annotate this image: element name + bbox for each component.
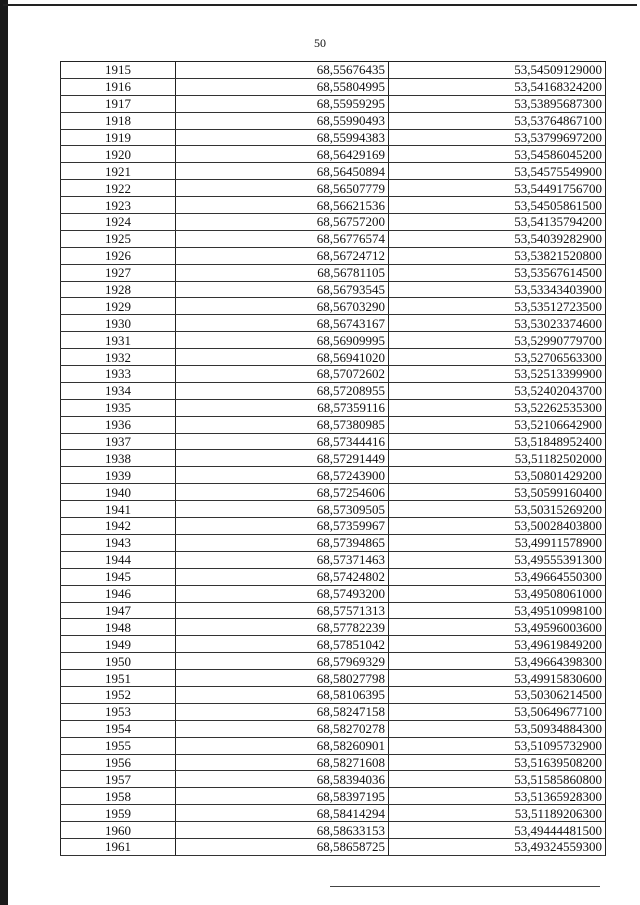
year-cell: 1922 [61,180,176,197]
year-cell: 1928 [61,281,176,298]
value-cell-1: 68,57254606 [176,484,389,501]
value-cell-2: 53,49619849200 [389,636,606,653]
value-cell-1: 68,56703290 [176,298,389,315]
value-cell-1: 68,58260901 [176,737,389,754]
year-cell: 1943 [61,534,176,551]
data-table [60,61,606,856]
year-cell: 1921 [61,163,176,180]
year-cell: 1942 [61,518,176,535]
year-cell: 1932 [61,349,176,366]
scan-edge-shadow [0,0,8,905]
year-cell: 1938 [61,450,176,467]
year-cell: 1947 [61,602,176,619]
value-cell-2: 53,49510998100 [389,602,606,619]
value-cell-1: 68,58247158 [176,703,389,720]
value-cell-2: 53,51585860800 [389,771,606,788]
value-cell-1: 68,57851042 [176,636,389,653]
table-row [61,602,606,619]
value-cell-2: 53,50934884300 [389,720,606,737]
value-cell-1: 68,57344416 [176,433,389,450]
year-cell: 1915 [61,62,176,79]
table-row [61,62,606,79]
table-row [61,230,606,247]
table-row [61,163,606,180]
value-cell-1: 68,55959295 [176,95,389,112]
value-cell-1: 68,57782239 [176,619,389,636]
value-cell-2: 53,50028403800 [389,518,606,535]
value-cell-2: 53,50649677100 [389,703,606,720]
year-cell: 1955 [61,737,176,754]
value-cell-2: 53,51365928300 [389,788,606,805]
year-cell: 1919 [61,129,176,146]
value-cell-2: 53,54509129000 [389,62,606,79]
year-cell: 1941 [61,501,176,518]
value-cell-1: 68,56621536 [176,197,389,214]
year-cell: 1917 [61,95,176,112]
year-cell: 1930 [61,315,176,332]
year-cell: 1936 [61,416,176,433]
value-cell-1: 68,57208955 [176,382,389,399]
value-cell-2: 53,54135794200 [389,214,606,231]
value-cell-1: 68,57291449 [176,450,389,467]
year-cell: 1954 [61,720,176,737]
value-cell-2: 53,54586045200 [389,146,606,163]
value-cell-2: 53,49911578900 [389,534,606,551]
value-cell-1: 68,56429169 [176,146,389,163]
value-cell-1: 68,56793545 [176,281,389,298]
table-row [61,95,606,112]
year-cell: 1934 [61,382,176,399]
value-cell-1: 68,57309505 [176,501,389,518]
value-cell-2: 53,53023374600 [389,315,606,332]
year-cell: 1920 [61,146,176,163]
year-cell: 1937 [61,433,176,450]
value-cell-2: 53,53799697200 [389,129,606,146]
value-cell-2: 53,51189206300 [389,805,606,822]
value-cell-2: 53,51639508200 [389,754,606,771]
value-cell-1: 68,58270278 [176,720,389,737]
value-cell-2: 53,54039282900 [389,230,606,247]
value-cell-1: 68,56450894 [176,163,389,180]
table-row [61,450,606,467]
year-cell: 1929 [61,298,176,315]
year-cell: 1956 [61,754,176,771]
value-cell-2: 53,50306214500 [389,686,606,703]
value-cell-2: 53,53764867100 [389,112,606,129]
table-row [61,670,606,687]
value-cell-2: 53,54575549900 [389,163,606,180]
value-cell-2: 53,53343403900 [389,281,606,298]
top-border-line [3,4,637,6]
value-cell-2: 53,54505861500 [389,197,606,214]
value-cell-1: 68,56507779 [176,180,389,197]
value-cell-1: 68,57394865 [176,534,389,551]
value-cell-2: 53,53821520800 [389,247,606,264]
value-cell-2: 53,54491756700 [389,180,606,197]
page-number: 50 [314,36,326,50]
table-row [61,551,606,568]
year-cell: 1939 [61,467,176,484]
year-cell: 1926 [61,247,176,264]
year-cell: 1949 [61,636,176,653]
value-cell-2: 53,50599160400 [389,484,606,501]
year-cell: 1952 [61,686,176,703]
value-cell-1: 68,57969329 [176,653,389,670]
value-cell-1: 68,57359116 [176,399,389,416]
year-cell: 1944 [61,551,176,568]
value-cell-2: 53,51095732900 [389,737,606,754]
table-row [61,264,606,281]
value-cell-1: 68,57571313 [176,602,389,619]
value-cell-2: 53,49324559300 [389,838,606,855]
year-cell: 1931 [61,332,176,349]
table-row [61,146,606,163]
table-row [61,805,606,822]
year-cell: 1924 [61,214,176,231]
value-cell-1: 68,57243900 [176,467,389,484]
table-row [61,214,606,231]
table-row [61,399,606,416]
table-row [61,315,606,332]
value-cell-2: 53,52262535300 [389,399,606,416]
value-cell-1: 68,58397195 [176,788,389,805]
year-cell: 1951 [61,670,176,687]
value-cell-2: 53,53567614500 [389,264,606,281]
table-row [61,720,606,737]
value-cell-2: 53,49555391300 [389,551,606,568]
table-row [61,112,606,129]
value-cell-2: 53,49508061000 [389,585,606,602]
value-cell-1: 68,57493200 [176,585,389,602]
value-cell-2: 53,53895687300 [389,95,606,112]
value-cell-2: 53,50315269200 [389,501,606,518]
table-row [61,433,606,450]
value-cell-1: 68,56776574 [176,230,389,247]
year-cell: 1935 [61,399,176,416]
value-cell-2: 53,49915830600 [389,670,606,687]
value-cell-1: 68,58027798 [176,670,389,687]
value-cell-1: 68,57371463 [176,551,389,568]
table-row [61,703,606,720]
table-row [61,180,606,197]
table-row [61,619,606,636]
year-cell: 1945 [61,568,176,585]
value-cell-2: 53,49664398300 [389,653,606,670]
value-cell-1: 68,57380985 [176,416,389,433]
year-cell: 1959 [61,805,176,822]
value-cell-2: 53,49596003600 [389,619,606,636]
year-cell: 1923 [61,197,176,214]
year-cell: 1916 [61,78,176,95]
value-cell-1: 68,58658725 [176,838,389,855]
value-cell-1: 68,57424802 [176,568,389,585]
table-row [61,754,606,771]
table-row [61,349,606,366]
table-row [61,822,606,839]
table-row [61,298,606,315]
value-cell-1: 68,58633153 [176,822,389,839]
value-cell-2: 53,52402043700 [389,382,606,399]
value-cell-1: 68,58394036 [176,771,389,788]
table-row [61,366,606,383]
table-row [61,518,606,535]
bottom-border-line [330,886,600,887]
year-cell: 1950 [61,653,176,670]
table-row [61,467,606,484]
table-row [61,247,606,264]
value-cell-1: 68,58414294 [176,805,389,822]
year-cell: 1918 [61,112,176,129]
table-body [61,62,606,856]
table-row [61,281,606,298]
table-row [61,686,606,703]
year-cell: 1961 [61,838,176,855]
value-cell-2: 53,52513399900 [389,366,606,383]
table-row [61,332,606,349]
value-cell-2: 53,50801429200 [389,467,606,484]
value-cell-1: 68,57359967 [176,518,389,535]
value-cell-1: 68,56909995 [176,332,389,349]
year-cell: 1946 [61,585,176,602]
table-row [61,771,606,788]
table-row [61,838,606,855]
year-cell: 1948 [61,619,176,636]
table-row [61,484,606,501]
value-cell-2: 53,51182502000 [389,450,606,467]
value-cell-1: 68,58106395 [176,686,389,703]
table-row [61,197,606,214]
year-cell: 1927 [61,264,176,281]
table-row [61,129,606,146]
value-cell-2: 53,53512723500 [389,298,606,315]
value-cell-1: 68,58271608 [176,754,389,771]
value-cell-1: 68,55804995 [176,78,389,95]
value-cell-2: 53,52990779700 [389,332,606,349]
table-row [61,78,606,95]
value-cell-2: 53,54168324200 [389,78,606,95]
value-cell-2: 53,52106642900 [389,416,606,433]
year-cell: 1940 [61,484,176,501]
year-cell: 1957 [61,771,176,788]
year-cell: 1925 [61,230,176,247]
value-cell-2: 53,49444481500 [389,822,606,839]
table-row [61,585,606,602]
year-cell: 1960 [61,822,176,839]
table-row [61,568,606,585]
value-cell-2: 53,49664550300 [389,568,606,585]
year-cell: 1933 [61,366,176,383]
value-cell-1: 68,56781105 [176,264,389,281]
year-cell: 1958 [61,788,176,805]
year-cell: 1953 [61,703,176,720]
value-cell-1: 68,56941020 [176,349,389,366]
value-cell-2: 53,51848952400 [389,433,606,450]
value-cell-1: 68,55994383 [176,129,389,146]
value-cell-1: 68,55676435 [176,62,389,79]
value-cell-1: 68,57072602 [176,366,389,383]
table-row [61,534,606,551]
table-row [61,788,606,805]
value-cell-1: 68,56757200 [176,214,389,231]
value-cell-1: 68,55990493 [176,112,389,129]
table-row [61,501,606,518]
table-row [61,636,606,653]
table-row [61,653,606,670]
table-row [61,416,606,433]
table-row [61,737,606,754]
table-row [61,382,606,399]
value-cell-1: 68,56724712 [176,247,389,264]
value-cell-1: 68,56743167 [176,315,389,332]
value-cell-2: 53,52706563300 [389,349,606,366]
